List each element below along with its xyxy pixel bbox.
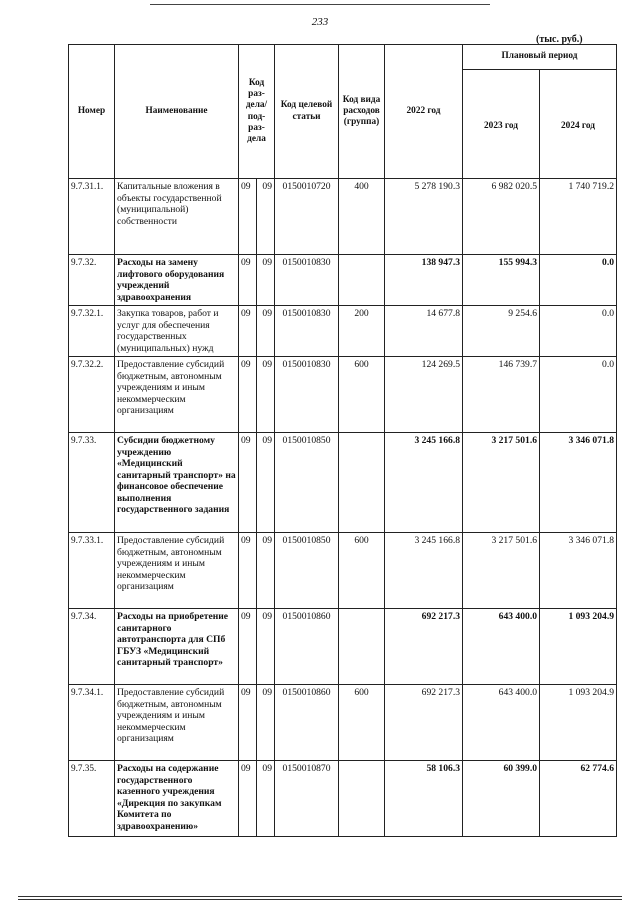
- row-razdel: 09: [239, 761, 257, 837]
- table-row: [69, 609, 617, 685]
- row-vid-rashodov: 200: [339, 306, 385, 357]
- row-podrazdel: 09: [257, 306, 275, 357]
- row-number: 9.7.33.: [69, 433, 115, 533]
- row-name: Предоставление субсидий бюджетным, автономным учреждениям и иным некоммерческим организациям: [115, 357, 239, 433]
- row-vid-rashodov: 600: [339, 685, 385, 761]
- row-amount-2022: 138 947.3: [385, 255, 463, 306]
- row-name: Закупка товаров, работ и услуг для обеспечения государственных (муниципальных) нужд: [115, 306, 239, 357]
- table-row: [69, 306, 617, 357]
- row-amount-2022: 5 278 190.3: [385, 179, 463, 255]
- row-razdel: 09: [239, 306, 257, 357]
- table-row: [69, 357, 617, 433]
- table-row: [69, 533, 617, 609]
- row-tselevaya-statya: 0150010830: [275, 306, 339, 357]
- header-naimenovanie: Наименование: [115, 45, 239, 179]
- table-row: [69, 179, 617, 255]
- row-podrazdel: 09: [257, 179, 275, 255]
- top-rule: [150, 4, 490, 5]
- row-number: 9.7.34.1.: [69, 685, 115, 761]
- row-tselevaya-statya: 0150010850: [275, 533, 339, 609]
- row-razdel: 09: [239, 433, 257, 533]
- row-name: Субсидии бюджетному учреждению «Медицинский санитарный транспорт» на финансовое обеспечение выполнения государственного задания: [115, 433, 239, 533]
- row-razdel: 09: [239, 609, 257, 685]
- row-vid-rashodov: [339, 433, 385, 533]
- row-amount-2022: 692 217.3: [385, 609, 463, 685]
- row-amount-2023: 3 217 501.6: [463, 433, 540, 533]
- row-amount-2023: 643 400.0: [463, 685, 540, 761]
- header-2022: 2022 год: [385, 45, 463, 179]
- header-2024: 2024 год: [540, 70, 617, 179]
- row-amount-2024: 1 740 719.2: [540, 179, 617, 255]
- row-podrazdel: 09: [257, 761, 275, 837]
- row-vid-rashodov: 600: [339, 357, 385, 433]
- row-podrazdel: 09: [257, 433, 275, 533]
- row-razdel: 09: [239, 179, 257, 255]
- table-row: [69, 761, 617, 837]
- row-podrazdel: 09: [257, 357, 275, 433]
- row-name: Предоставление субсидий бюджетным, автономным учреждениям и иным некоммерческим организациям: [115, 685, 239, 761]
- header-planovy-period: Плановый период: [463, 45, 617, 70]
- row-razdel: 09: [239, 357, 257, 433]
- row-podrazdel: 09: [257, 533, 275, 609]
- row-amount-2022: 3 245 166.8: [385, 533, 463, 609]
- row-amount-2023: 155 994.3: [463, 255, 540, 306]
- row-amount-2023: 6 982 020.5: [463, 179, 540, 255]
- row-amount-2023: 643 400.0: [463, 609, 540, 685]
- row-number: 9.7.35.: [69, 761, 115, 837]
- row-amount-2023: 3 217 501.6: [463, 533, 540, 609]
- row-name: Предоставление субсидий бюджетным, автономным учреждениям и иным некоммерческим организациям: [115, 533, 239, 609]
- row-razdel: 09: [239, 533, 257, 609]
- row-amount-2023: 146 739.7: [463, 357, 540, 433]
- row-number: 9.7.34.: [69, 609, 115, 685]
- row-amount-2022: 124 269.5: [385, 357, 463, 433]
- row-name: Расходы на приобретение санитарного автотранспорта для СПб ГБУЗ «Медицинский санитарный транспорт»: [115, 609, 239, 685]
- row-amount-2024: 1 093 204.9: [540, 609, 617, 685]
- row-number: 9.7.32.1.: [69, 306, 115, 357]
- row-amount-2024: 3 346 071.8: [540, 533, 617, 609]
- row-amount-2024: 0.0: [540, 306, 617, 357]
- row-podrazdel: 09: [257, 685, 275, 761]
- header-kod-vida: Код вида расходов (группа): [339, 45, 385, 179]
- row-tselevaya-statya: 0150010860: [275, 685, 339, 761]
- row-amount-2024: 3 346 071.8: [540, 433, 617, 533]
- row-name: Капитальные вложения в объекты государственной (муниципальной) собственности: [115, 179, 239, 255]
- row-vid-rashodov: [339, 609, 385, 685]
- row-tselevaya-statya: 0150010720: [275, 179, 339, 255]
- header-nomer: Номер: [69, 45, 115, 179]
- row-amount-2023: 9 254.6: [463, 306, 540, 357]
- header-2023: 2023 год: [463, 70, 540, 179]
- table-row: [69, 685, 617, 761]
- bottom-rule: [18, 896, 622, 897]
- budget-table-body: [69, 179, 617, 837]
- table-row: [69, 255, 617, 306]
- row-vid-rashodov: 400: [339, 179, 385, 255]
- row-amount-2024: 0.0: [540, 255, 617, 306]
- row-tselevaya-statya: 0150010860: [275, 609, 339, 685]
- row-amount-2024: 1 093 204.9: [540, 685, 617, 761]
- row-number: 9.7.32.: [69, 255, 115, 306]
- bottom-rule: [18, 899, 622, 900]
- header-kod-tselevoy: Код целевой статьи: [275, 45, 339, 179]
- row-number: 9.7.31.1.: [69, 179, 115, 255]
- row-tselevaya-statya: 0150010870: [275, 761, 339, 837]
- row-tselevaya-statya: 0150010830: [275, 357, 339, 433]
- budget-table: [68, 44, 617, 837]
- row-amount-2022: 58 106.3: [385, 761, 463, 837]
- page-number: 233: [311, 16, 329, 28]
- row-vid-rashodov: [339, 761, 385, 837]
- row-tselevaya-statya: 0150010850: [275, 433, 339, 533]
- row-amount-2024: 62 774.6: [540, 761, 617, 837]
- row-podrazdel: 09: [257, 609, 275, 685]
- row-name: Расходы на замену лифтового оборудования учреждений здравоохранения: [115, 255, 239, 306]
- row-podrazdel: 09: [257, 255, 275, 306]
- row-amount-2022: 14 677.8: [385, 306, 463, 357]
- row-tselevaya-statya: 0150010830: [275, 255, 339, 306]
- row-number: 9.7.33.1.: [69, 533, 115, 609]
- row-vid-rashodov: [339, 255, 385, 306]
- row-amount-2023: 60 399.0: [463, 761, 540, 837]
- header-kod-razdela: Код раз-дела/ под-раз-дела: [239, 45, 275, 179]
- row-name: Расходы на содержание государственного казенного учреждения «Дирекция по закупкам Комитета по здравоохранению»: [115, 761, 239, 837]
- row-vid-rashodov: 600: [339, 533, 385, 609]
- row-amount-2024: 0.0: [540, 357, 617, 433]
- unit-note: (тыс. руб.): [536, 34, 583, 45]
- row-razdel: 09: [239, 255, 257, 306]
- row-amount-2022: 692 217.3: [385, 685, 463, 761]
- table-row: [69, 433, 617, 533]
- row-razdel: 09: [239, 685, 257, 761]
- row-number: 9.7.32.2.: [69, 357, 115, 433]
- row-amount-2022: 3 245 166.8: [385, 433, 463, 533]
